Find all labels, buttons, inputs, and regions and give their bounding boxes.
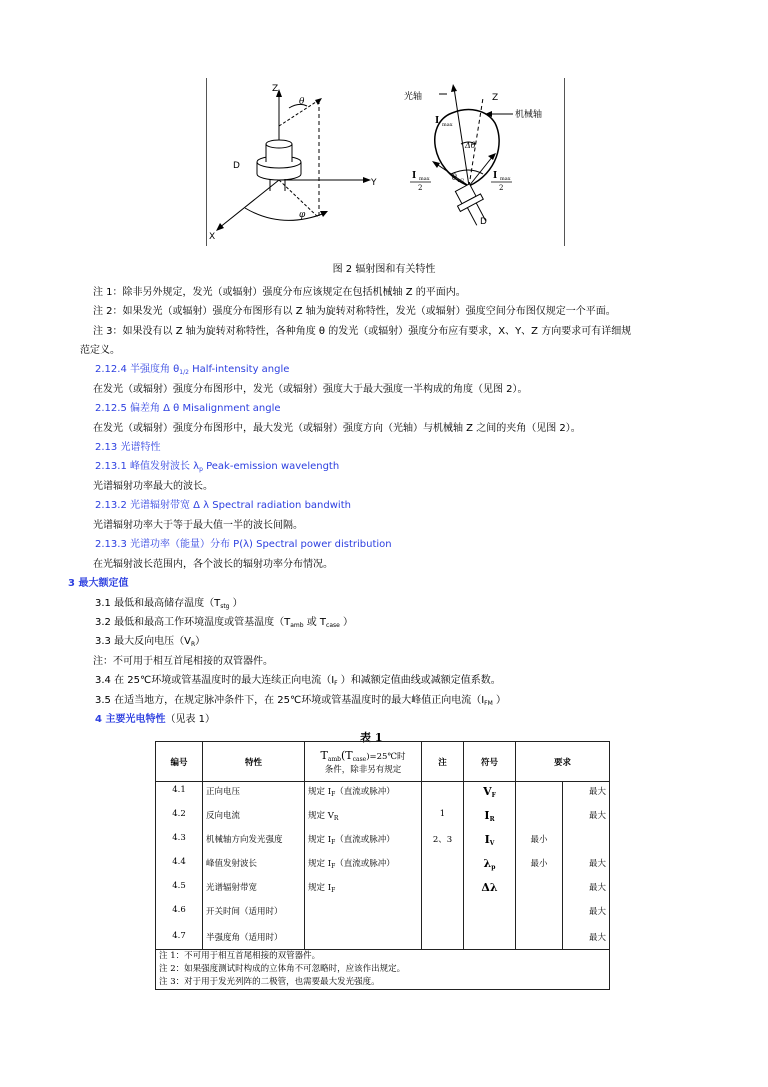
section-3-title: 3 最大额定值 (68, 578, 129, 589)
table-note-1: 注 1：不可用于相互首尾相接的双管器件。 (159, 951, 321, 961)
figure-note-2: 注 2：如果发光（或辐射）强度分布图形有以 Z 轴为旋转对称特性，发光（或辐射）强度空间分布图仅规定一个平面。 (93, 306, 616, 317)
row-no: 4.2 (156, 806, 203, 830)
row-cond (305, 878, 422, 902)
cond-sub: F (331, 886, 336, 894)
row-symbol (464, 878, 516, 902)
table-row (156, 902, 610, 928)
row-char: 正向电压 (203, 782, 305, 806)
mech-axis-label: 机械轴 (515, 110, 543, 120)
section-3-3: 3.3 最大反向电压$(V_R)$ (95, 636, 206, 648)
row-note (422, 928, 464, 950)
table-row (156, 830, 610, 854)
symbol-text: I (484, 832, 490, 846)
row-symbol (464, 806, 516, 830)
cond-tail: （直流或脉冲） (335, 858, 395, 869)
section-4-title: 4 主要光电特性（见表 1） (95, 714, 215, 725)
table-row (156, 806, 610, 830)
radiation-diagram (207, 78, 564, 246)
symbol-sub: p (491, 863, 496, 871)
theta-half-label: θ (452, 173, 457, 182)
header-req: 要求 (516, 742, 610, 782)
row-cond (305, 830, 422, 854)
row-char: 峰值发射波长 (203, 854, 305, 878)
section-2-13-1-title: 2.13.1 峰值发射波长 $\lambda_p$ Peak-emission wavelength (95, 461, 340, 473)
cond-text: 规定 V (308, 810, 334, 821)
figure-note-3-cont: 范定义。 (80, 345, 120, 356)
z-label-right: Z (492, 93, 499, 103)
table-notes-row (156, 950, 610, 990)
x-label: X (209, 232, 216, 242)
row-symbol (464, 902, 516, 928)
cond-tail: （直流或脉冲） (335, 834, 395, 845)
row-note: 2、3 (422, 830, 464, 854)
section-2-13-3-title: 2.13.3 光谱功率（能量）分布 P(λ) Spectral power distribution (95, 539, 392, 550)
half-imax-left-two: 2 (418, 184, 423, 192)
section-2-12-5-body: 在发光（或辐射）强度分布图形中，最大发光（或辐射）强度方向（光轴）与机械轴 Z 之间的夹角（见图 2）。 (93, 423, 581, 434)
cond-sub: F (331, 862, 336, 870)
section-2-13-2-title: 2.13.2 光谱辐射带宽 Δ λ Spectral radiation bandwith (95, 500, 351, 511)
theta-label: θ (299, 97, 305, 107)
row-note: 1 (422, 806, 464, 830)
symbol-sub: V (489, 839, 495, 847)
header-char: 特性 (203, 742, 305, 782)
z-label: Z (272, 84, 279, 94)
row-cond (305, 854, 422, 878)
d-label-left: D (233, 161, 240, 171)
table-title: 表 1 (360, 731, 383, 744)
header-symbol: 符号 (464, 742, 516, 782)
theta-half-sub: 1/2 (457, 179, 465, 184)
figure-note-1: 注 1：除非另外规定，发光（或辐射）强度分布应该规定在包括机械轴 Z 的平面内。 (93, 287, 466, 298)
optical-axis-line (454, 88, 469, 186)
imax-label: I (435, 116, 440, 126)
section-2-12-4-title: 2.12.4 半强度角 $\theta_{1/2}$ Half-intensity angle (95, 364, 290, 376)
half-imax-left-sub: max (419, 176, 430, 182)
cond-text: 规定 I (308, 787, 332, 797)
symbol-text: λ (483, 856, 492, 870)
section-3-3-note: 注：不可用于相互首尾相接的双管器件。 (93, 656, 273, 667)
cond-text: 规定 I (308, 882, 332, 893)
section-2-12-4-body: 在发光（或辐射）强度分布图形中，发光（或辐射）强度大于最大强度一半构成的角度（见图 2）。 (93, 384, 528, 395)
table-notes (156, 950, 610, 990)
phi-label: φ (299, 210, 306, 220)
section-2-13-2-body: 光谱辐射功率大于等于最大值一半的波长间隔。 (93, 520, 303, 531)
cond-sub: F (331, 791, 336, 798)
section-3-5: 3.5 在适当地方，在规定脉冲条件下，在 25℃环境或管基温度时的最大峰值正向电流（$I_{FM}$ ） (95, 695, 506, 707)
symbol-text: I (484, 808, 490, 822)
row-symbol (464, 854, 516, 878)
table-row (156, 782, 610, 806)
header-cond: $T_{amb}(T_{case})=25℃$时 条件，除非另有规定 (305, 742, 422, 782)
row-char: 半强度角（适用时） (203, 928, 305, 950)
section-3-2: 3.2 最低和最高工作环境温度或管基温度（$T_{amb}$ 或 $T_{case}$ ） (95, 617, 353, 629)
phi-arc (245, 208, 325, 220)
symbol-text: Δλ (481, 880, 498, 894)
symbol-text: V (483, 785, 492, 798)
led-cap (266, 140, 292, 148)
row-symbol (464, 928, 516, 950)
section-2-13-3-body: 在光辐射波长范围内，各个波长的辐射功率分布情况。 (93, 559, 333, 570)
table-note-3: 注 3：对于用于发光列阵的二极管，也需要最大发光强度。 (159, 977, 380, 987)
section-3-4: 3.4 在 25℃环境或管基温度时的最大连续正向电流（$I_F$ ）和减额定值曲线或减额定值系数。 (95, 675, 501, 687)
cond-text: 规定 I (308, 858, 332, 869)
section-2-13-1-body: 光谱辐射功率最大的波长。 (93, 481, 213, 492)
half-imax-right-two: 2 (499, 184, 504, 192)
row-no: 4.6 (156, 902, 203, 928)
row-max: 最大 (563, 854, 610, 878)
delta-theta-label: Δθ (465, 141, 476, 150)
header-no: 编号 (156, 742, 203, 782)
row-min: 最小 (516, 830, 563, 854)
half-imax-right-sub: max (500, 176, 511, 182)
header-note: 注 (422, 742, 464, 782)
row-note (422, 782, 464, 806)
row-min (516, 902, 563, 928)
row-no: 4.5 (156, 878, 203, 902)
half-imax-right-label: I (493, 171, 498, 181)
symbol-sub: F (491, 792, 496, 799)
led-coordinate-drawing (216, 89, 371, 231)
cond-sub: F (331, 838, 336, 846)
imax-subscript: max (442, 122, 453, 128)
table-row (156, 878, 610, 902)
cond-tail: （直流或脉冲） (335, 787, 395, 797)
figure-caption: 图 2 辐射图和有关特性 (332, 264, 436, 275)
table-row (156, 854, 610, 878)
table-row (156, 928, 610, 950)
row-no: 4.7 (156, 928, 203, 950)
row-max: 最大 (563, 806, 610, 830)
row-note (422, 854, 464, 878)
section-2-13-title: 2.13 光谱特性 (95, 442, 161, 453)
cond-text: 规定 I (308, 834, 332, 845)
row-cond (305, 806, 422, 830)
spec-table (155, 741, 610, 990)
radiation-pattern-drawing (432, 84, 513, 229)
cond-sub: R (333, 814, 339, 822)
row-no: 4.1 (156, 782, 203, 806)
row-symbol (464, 782, 516, 806)
row-max: 最大 (563, 928, 610, 950)
table-header-row (156, 742, 610, 782)
row-symbol (464, 830, 516, 854)
row-cond (305, 902, 422, 928)
figure-note-3: 注 3：如果没有以 Z 轴为旋转对称特性，各种角度 θ 的发光（或辐射）强度分布应有要求，X、Y、Z 方向要求可有详细规 (93, 326, 632, 337)
row-no: 4.4 (156, 854, 203, 878)
row-char: 开关时间（适用时） (203, 902, 305, 928)
row-char: 机械轴方向发光强度 (203, 830, 305, 854)
half-imax-left-label: I (412, 171, 417, 181)
row-char: 光谱辐射带宽 (203, 878, 305, 902)
row-note (422, 878, 464, 902)
row-note (422, 902, 464, 928)
row-cond (305, 928, 422, 950)
row-no: 4.3 (156, 830, 203, 854)
row-min (516, 928, 563, 950)
row-min: 最小 (516, 854, 563, 878)
optical-axis-label: 光轴 (404, 92, 423, 102)
table-note-2: 注 2：如果强度测试时构成的立体角不可忽略时，应该作出规定。 (159, 964, 406, 974)
row-max (563, 830, 610, 854)
row-min (516, 782, 563, 806)
section-2-12-5-title: 2.12.5 偏差角 Δ θ Misalignment angle (95, 403, 281, 414)
radiation-figure (206, 78, 565, 246)
section-3-1: 3.1 最低和最高储存温度（$T_{stg}$ ） (95, 598, 243, 610)
row-min (516, 806, 563, 830)
row-max: 最大 (563, 902, 610, 928)
d-label-right: D (480, 217, 487, 227)
row-char: 反向电流 (203, 806, 305, 830)
symbol-sub: R (489, 815, 495, 823)
row-cond (305, 782, 422, 806)
row-max: 最大 (563, 878, 610, 902)
row-max: 最大 (563, 782, 610, 806)
row-min (516, 878, 563, 902)
y-label: Y (371, 178, 377, 188)
